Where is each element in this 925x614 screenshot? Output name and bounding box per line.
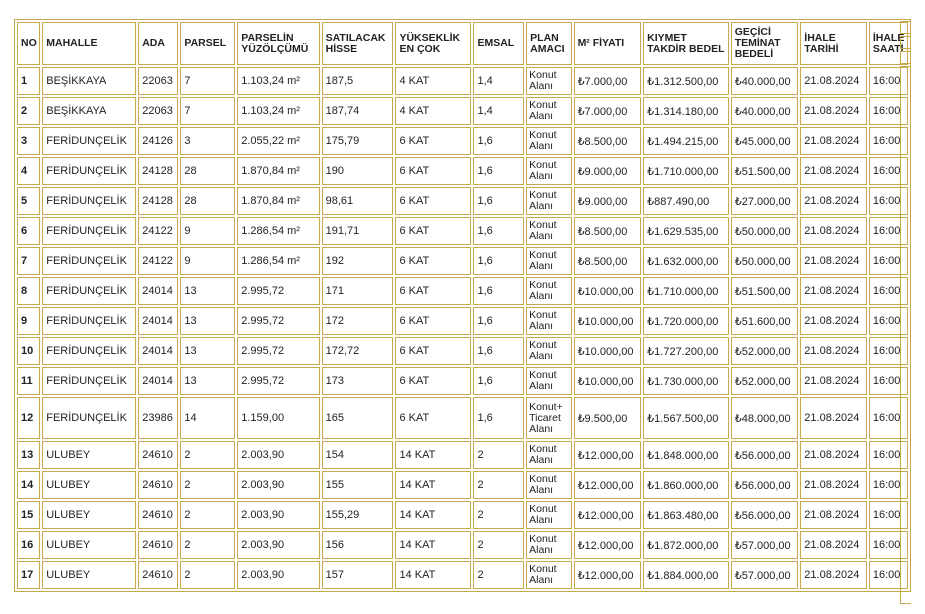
table-cell: 1,6	[473, 277, 524, 305]
table-cell: FERİDUNÇELİK	[42, 307, 136, 335]
table-cell: 187,5	[322, 67, 394, 95]
table-cell: 16:00	[869, 397, 908, 439]
table-cell: ₺1.494.215,00	[643, 127, 729, 155]
table-cell: 16:00	[869, 277, 908, 305]
table-cell: 21.08.2024	[800, 501, 867, 529]
table-cell: 190	[322, 157, 394, 185]
table-cell: 165	[322, 397, 394, 439]
table-cell: 16:00	[869, 217, 908, 245]
table-cell: Konut Alanı	[526, 97, 571, 125]
table-cell: 6 KAT	[395, 127, 471, 155]
table-cell: 2	[473, 561, 524, 589]
table-row	[17, 127, 908, 155]
table-cell: 13	[180, 277, 235, 305]
table-cell: 191,71	[322, 217, 394, 245]
table-cell: ₺27.000,00	[731, 187, 799, 215]
row-number: 7	[17, 247, 40, 275]
table-cell: 16:00	[869, 441, 908, 469]
table-cell: 21.08.2024	[800, 471, 867, 499]
table-cell: 16:00	[869, 127, 908, 155]
row-number: 14	[17, 471, 40, 499]
table-row	[17, 561, 908, 589]
header-cell: İHALE TARİHİ	[800, 22, 867, 65]
table-cell: 22063	[138, 67, 178, 95]
table-cell: 3	[180, 127, 235, 155]
table-row	[17, 247, 908, 275]
table-cell: Konut Alanı	[526, 531, 571, 559]
table-cell: Konut Alanı	[526, 247, 571, 275]
table-cell: 6 KAT	[395, 307, 471, 335]
table-cell: ₺9.000,00	[574, 187, 642, 215]
row-number: 16	[17, 531, 40, 559]
table-cell: 6 KAT	[395, 337, 471, 365]
table-cell: 2.995,72	[237, 307, 319, 335]
row-number: 6	[17, 217, 40, 245]
table-cell: 6 KAT	[395, 397, 471, 439]
table-cell: 9	[180, 217, 235, 245]
row-number: 17	[17, 561, 40, 589]
table-cell: 21.08.2024	[800, 67, 867, 95]
table-cell: 155,29	[322, 501, 394, 529]
table-cell: 14 KAT	[395, 471, 471, 499]
table-cell: Konut Alanı	[526, 307, 571, 335]
header-cell: İHALE SAATİ	[869, 22, 908, 65]
table-cell: 16:00	[869, 561, 908, 589]
table-cell: 28	[180, 187, 235, 215]
table-cell: 156	[322, 531, 394, 559]
table-cell: 21.08.2024	[800, 217, 867, 245]
table-row	[17, 187, 908, 215]
table-cell: ₺10.000,00	[574, 367, 642, 395]
table-cell: 1.159,00	[237, 397, 319, 439]
table-cell: 173	[322, 367, 394, 395]
table-cell: 14 KAT	[395, 561, 471, 589]
table-cell: FERİDUNÇELİK	[42, 157, 136, 185]
table-cell: ₺9.000,00	[574, 157, 642, 185]
header-cell: M² FİYATI	[574, 22, 642, 65]
table-cell: ₺7.000,00	[574, 67, 642, 95]
table-cell: 13	[180, 367, 235, 395]
table-cell: 24014	[138, 337, 178, 365]
table-row	[17, 367, 908, 395]
table-cell: 1,6	[473, 127, 524, 155]
table-cell: ₺7.000,00	[574, 97, 642, 125]
adjacent-column-edge	[900, 19, 911, 604]
table-cell: 2	[473, 471, 524, 499]
table-cell: ₺10.000,00	[574, 307, 642, 335]
table-cell: FERİDUNÇELİK	[42, 217, 136, 245]
row-number: 12	[17, 397, 40, 439]
table-cell: 21.08.2024	[800, 441, 867, 469]
table-cell: ₺1.312.500,00	[643, 67, 729, 95]
table-cell: 13	[180, 337, 235, 365]
table-cell: ₺56.000,00	[731, 441, 799, 469]
table-cell: ₺51.600,00	[731, 307, 799, 335]
table-cell: 1.870,84 m²	[237, 187, 319, 215]
table-cell: 154	[322, 441, 394, 469]
table-cell: 6 KAT	[395, 187, 471, 215]
header-cell: PARSEL	[180, 22, 235, 65]
table-cell: 16:00	[869, 337, 908, 365]
row-number: 13	[17, 441, 40, 469]
table-cell: ULUBEY	[42, 441, 136, 469]
table-row	[17, 531, 908, 559]
table-cell: 16:00	[869, 501, 908, 529]
table-cell: 21.08.2024	[800, 157, 867, 185]
table-cell: ₺1.872.000,00	[643, 531, 729, 559]
table-cell: 21.08.2024	[800, 397, 867, 439]
table-cell: 2	[180, 441, 235, 469]
table-cell: ₺10.000,00	[574, 337, 642, 365]
table-cell: 172	[322, 307, 394, 335]
table-cell: 4 KAT	[395, 97, 471, 125]
table-row	[17, 97, 908, 125]
header-cell: PARSELİN YÜZÖLÇÜMÜ	[237, 22, 319, 65]
header-row	[17, 22, 908, 65]
table-cell: ULUBEY	[42, 471, 136, 499]
table-cell: ₺1.629.535,00	[643, 217, 729, 245]
table-row	[17, 501, 908, 529]
table-cell: 2.003,90	[237, 561, 319, 589]
header-cell: GEÇİCİ TEMİNAT BEDELİ	[731, 22, 799, 65]
row-number: 10	[17, 337, 40, 365]
table-cell: 1,6	[473, 397, 524, 439]
table-cell: 16:00	[869, 367, 908, 395]
table-cell: 6 KAT	[395, 247, 471, 275]
table-cell: 1,6	[473, 187, 524, 215]
table-cell: 28	[180, 157, 235, 185]
table-cell: 21.08.2024	[800, 307, 867, 335]
table-cell: ₺52.000,00	[731, 367, 799, 395]
table-cell: 2.995,72	[237, 337, 319, 365]
table-cell: 2.003,90	[237, 501, 319, 529]
table-row	[17, 157, 908, 185]
table-cell: ₺1.884.000,00	[643, 561, 729, 589]
row-number: 2	[17, 97, 40, 125]
row-number: 9	[17, 307, 40, 335]
table-cell: BEŞİKKAYA	[42, 67, 136, 95]
table-cell: FERİDUNÇELİK	[42, 337, 136, 365]
table-cell: ₺12.000,00	[574, 441, 642, 469]
header-cell: MAHALLE	[42, 22, 136, 65]
table-cell: Konut Alanı	[526, 127, 571, 155]
table-cell: 21.08.2024	[800, 531, 867, 559]
row-number: 4	[17, 157, 40, 185]
table-cell: 16:00	[869, 531, 908, 559]
table-cell: 6 KAT	[395, 157, 471, 185]
table-cell: 1,4	[473, 67, 524, 95]
table-cell: 24610	[138, 501, 178, 529]
table-cell: 24610	[138, 441, 178, 469]
table-cell: ₺1.710.000,00	[643, 277, 729, 305]
table-cell: 1.870,84 m²	[237, 157, 319, 185]
table-cell: 2	[473, 441, 524, 469]
table-cell: ULUBEY	[42, 531, 136, 559]
table-cell: 16:00	[869, 307, 908, 335]
table-cell: 24014	[138, 277, 178, 305]
table-cell: ₺1.860.000,00	[643, 471, 729, 499]
table-cell: 16:00	[869, 187, 908, 215]
table-cell: Konut Alanı	[526, 501, 571, 529]
table-cell: 21.08.2024	[800, 247, 867, 275]
table-cell: 1.103,24 m²	[237, 97, 319, 125]
table-cell: 16:00	[869, 157, 908, 185]
table-cell: ₺56.000,00	[731, 471, 799, 499]
table-cell: 2	[473, 531, 524, 559]
table-row	[17, 67, 908, 95]
table-cell: Konut Alanı	[526, 67, 571, 95]
table-cell: 1.103,24 m²	[237, 67, 319, 95]
table-row	[17, 471, 908, 499]
table-cell: 1,6	[473, 307, 524, 335]
table-cell: 2	[473, 501, 524, 529]
table-cell: 1,6	[473, 367, 524, 395]
table-cell: BEŞİKKAYA	[42, 97, 136, 125]
table-cell: Konut Alanı	[526, 561, 571, 589]
table-cell: Konut+ Ticaret Alanı	[526, 397, 571, 439]
table-cell: ₺8.500,00	[574, 247, 642, 275]
table-cell: Konut Alanı	[526, 217, 571, 245]
table-cell: 1.286,54 m²	[237, 217, 319, 245]
table-cell: FERİDUNÇELİK	[42, 367, 136, 395]
table-cell: ₺57.000,00	[731, 561, 799, 589]
table-cell: Konut Alanı	[526, 157, 571, 185]
table-cell: 2.003,90	[237, 471, 319, 499]
table-cell: ₺1.720.000,00	[643, 307, 729, 335]
table-cell: ₺1.710.000,00	[643, 157, 729, 185]
table-cell: 24014	[138, 307, 178, 335]
table-cell: 23986	[138, 397, 178, 439]
table-cell: 4 KAT	[395, 67, 471, 95]
table-cell: ULUBEY	[42, 561, 136, 589]
table-cell: ₺1.632.000,00	[643, 247, 729, 275]
row-number: 15	[17, 501, 40, 529]
auction-table-container	[14, 19, 911, 592]
table-cell: 6 KAT	[395, 367, 471, 395]
table-cell: 13	[180, 307, 235, 335]
table-cell: ₺1.727.200,00	[643, 337, 729, 365]
table-cell: ₺45.000,00	[731, 127, 799, 155]
table-cell: ₺40.000,00	[731, 67, 799, 95]
table-cell: 1,6	[473, 337, 524, 365]
table-cell: 14 KAT	[395, 441, 471, 469]
table-cell: 2.995,72	[237, 277, 319, 305]
table-cell: Konut Alanı	[526, 441, 571, 469]
row-number: 1	[17, 67, 40, 95]
row-number: 11	[17, 367, 40, 395]
table-cell: 1,6	[473, 247, 524, 275]
table-cell: 14 KAT	[395, 501, 471, 529]
table-row	[17, 217, 908, 245]
table-cell: 2.995,72	[237, 367, 319, 395]
table-cell: 24126	[138, 127, 178, 155]
table-cell: Konut Alanı	[526, 471, 571, 499]
table-cell: 24610	[138, 531, 178, 559]
table-cell: Konut Alanı	[526, 277, 571, 305]
table-cell: ₺887.490,00	[643, 187, 729, 215]
table-row	[17, 307, 908, 335]
table-cell: 1.286,54 m²	[237, 247, 319, 275]
table-cell: 9	[180, 247, 235, 275]
table-cell: ₺50.000,00	[731, 217, 799, 245]
table-cell: 14 KAT	[395, 531, 471, 559]
table-cell: 2.003,90	[237, 441, 319, 469]
table-cell: 24122	[138, 217, 178, 245]
table-cell: ₺40.000,00	[731, 97, 799, 125]
table-cell: 24128	[138, 157, 178, 185]
table-cell: 2	[180, 471, 235, 499]
table-cell: 21.08.2024	[800, 277, 867, 305]
table-cell: 24610	[138, 561, 178, 589]
table-cell: 21.08.2024	[800, 127, 867, 155]
table-cell: ₺51.500,00	[731, 277, 799, 305]
table-cell: 21.08.2024	[800, 187, 867, 215]
table-cell: 187,74	[322, 97, 394, 125]
table-cell: 16:00	[869, 97, 908, 125]
table-cell: ₺50.000,00	[731, 247, 799, 275]
table-cell: ₺12.000,00	[574, 561, 642, 589]
table-cell: 2	[180, 561, 235, 589]
table-cell: 172,72	[322, 337, 394, 365]
header-cell: ADA	[138, 22, 178, 65]
table-cell: 16:00	[869, 67, 908, 95]
table-cell: FERİDUNÇELİK	[42, 277, 136, 305]
table-cell: Konut Alanı	[526, 367, 571, 395]
table-cell: 24128	[138, 187, 178, 215]
table-cell: Konut Alanı	[526, 187, 571, 215]
table-cell: 6 KAT	[395, 217, 471, 245]
table-cell: ₺10.000,00	[574, 277, 642, 305]
table-cell: 7	[180, 97, 235, 125]
table-cell: ₺9.500,00	[574, 397, 642, 439]
table-cell: 1,4	[473, 97, 524, 125]
table-cell: FERİDUNÇELİK	[42, 247, 136, 275]
table-cell: ₺1.863.480,00	[643, 501, 729, 529]
table-row	[17, 397, 908, 439]
table-cell: 157	[322, 561, 394, 589]
table-cell: 24014	[138, 367, 178, 395]
table-cell: 2.003,90	[237, 531, 319, 559]
table-cell: ₺12.000,00	[574, 501, 642, 529]
table-cell: FERİDUNÇELİK	[42, 397, 136, 439]
table-cell: ₺57.000,00	[731, 531, 799, 559]
table-row	[17, 277, 908, 305]
header-cell: KIYMET TAKDİR BEDEL	[643, 22, 729, 65]
table-cell: 21.08.2024	[800, 337, 867, 365]
table-cell: 21.08.2024	[800, 367, 867, 395]
table-cell: 1,6	[473, 157, 524, 185]
table-cell: ₺12.000,00	[574, 471, 642, 499]
table-cell: 2	[180, 531, 235, 559]
table-cell: 22063	[138, 97, 178, 125]
table-cell: ₺1.567.500,00	[643, 397, 729, 439]
table-cell: 6 KAT	[395, 277, 471, 305]
table-cell: 21.08.2024	[800, 97, 867, 125]
table-cell: ₺56.000,00	[731, 501, 799, 529]
table-cell: 21.08.2024	[800, 561, 867, 589]
table-row	[17, 441, 908, 469]
table-cell: 24122	[138, 247, 178, 275]
table-cell: 175,79	[322, 127, 394, 155]
table-row	[17, 337, 908, 365]
table-cell: 24610	[138, 471, 178, 499]
header-cell: EMSAL	[473, 22, 524, 65]
table-body	[17, 67, 908, 589]
table-cell: 98,61	[322, 187, 394, 215]
table-cell: 2	[180, 501, 235, 529]
table-cell: FERİDUNÇELİK	[42, 187, 136, 215]
table-cell: 155	[322, 471, 394, 499]
header-cell: PLAN AMACI	[526, 22, 571, 65]
table-cell: ₺48.000,00	[731, 397, 799, 439]
table-cell: 16:00	[869, 471, 908, 499]
row-number: 5	[17, 187, 40, 215]
table-cell: 192	[322, 247, 394, 275]
table-cell: Konut Alanı	[526, 337, 571, 365]
table-cell: ₺12.000,00	[574, 531, 642, 559]
header-cell: NO	[17, 22, 40, 65]
table-cell: ULUBEY	[42, 501, 136, 529]
table-cell: ₺1.314.180,00	[643, 97, 729, 125]
row-number: 3	[17, 127, 40, 155]
table-cell: ₺51.500,00	[731, 157, 799, 185]
table-cell: ₺8.500,00	[574, 217, 642, 245]
header-cell: YÜKSEKLİK EN ÇOK	[395, 22, 471, 65]
table-cell: ₺1.730.000,00	[643, 367, 729, 395]
auction-table	[14, 19, 911, 592]
table-cell: 14	[180, 397, 235, 439]
table-cell: 171	[322, 277, 394, 305]
table-cell: FERİDUNÇELİK	[42, 127, 136, 155]
row-number: 8	[17, 277, 40, 305]
header-cell: SATILACAK HİSSE	[322, 22, 394, 65]
table-cell: 1,6	[473, 217, 524, 245]
table-cell: ₺8.500,00	[574, 127, 642, 155]
table-cell: 2.055,22 m²	[237, 127, 319, 155]
table-cell: 16:00	[869, 247, 908, 275]
table-cell: 7	[180, 67, 235, 95]
table-cell: ₺1.848.000,00	[643, 441, 729, 469]
table-cell: ₺52.000,00	[731, 337, 799, 365]
